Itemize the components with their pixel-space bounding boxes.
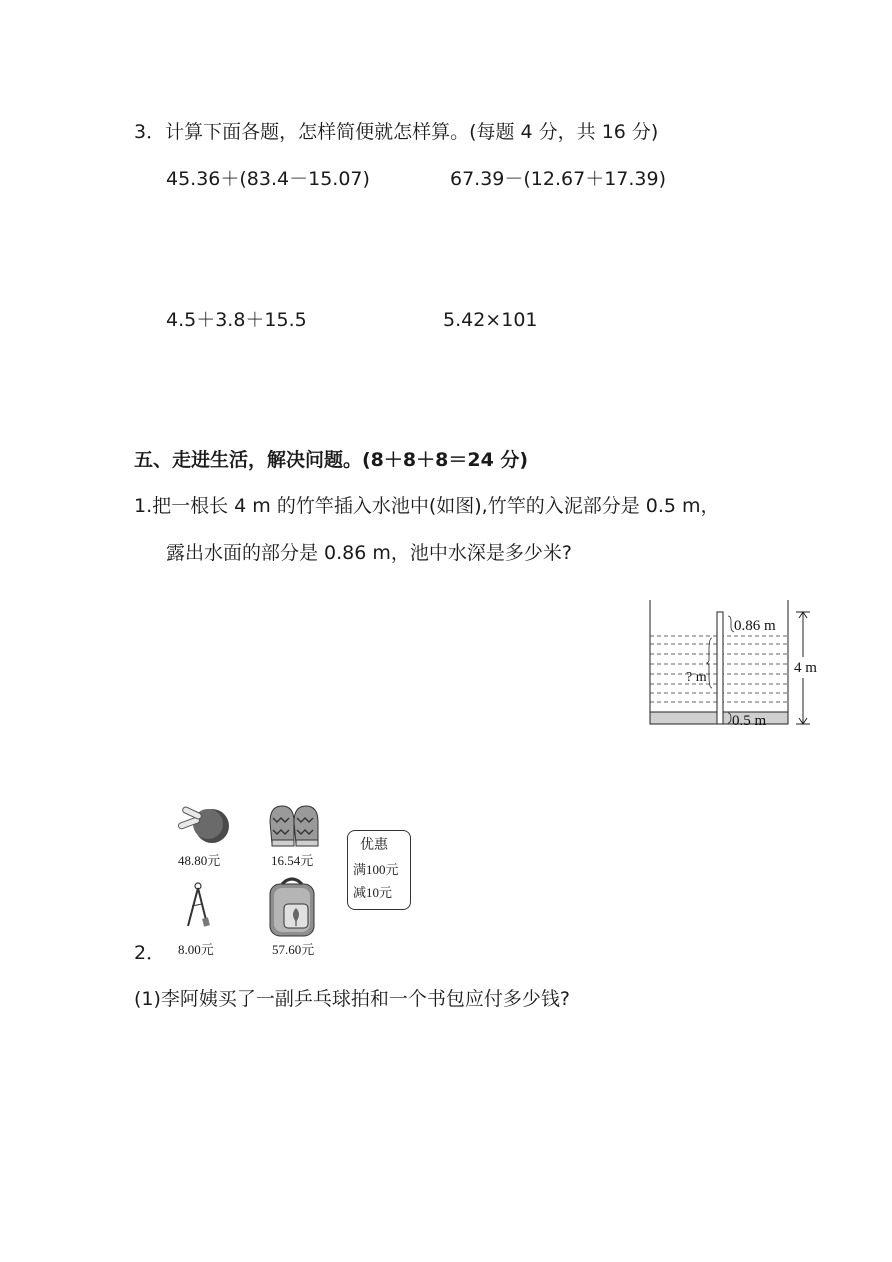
problem-1-line-2: 露出水面的部分是 0.86 m，池中水深是多少米? <box>166 542 572 564</box>
price-backpack: 57.60元 <box>272 942 315 957</box>
expression-1: 45.36＋(83.4－15.07) <box>166 168 370 190</box>
question-3-title: 3．计算下面各题，怎样简便就怎样算。(每题 4 分，共 16 分) <box>134 121 659 143</box>
problem-1-line-1: 1.把一根长 4 m 的竹竿插入水池中(如图),竹竿的入泥部分是 0.5 m， <box>134 495 720 517</box>
gloves-icon <box>264 802 324 852</box>
problem-2-number: 2． <box>134 942 166 964</box>
pool-diagram <box>640 596 830 731</box>
section-5-heading: 五、走进生活，解决问题。(8＋8＋8＝24 分) <box>134 449 529 471</box>
label-mud-depth: 0.5 m <box>732 713 767 729</box>
expression-2: 67.39－(12.67＋17.39) <box>450 168 667 190</box>
label-total-length: 4 m <box>794 660 817 676</box>
expression-4: 5.42×101 <box>443 309 538 331</box>
label-above-water: 0.86 m <box>734 618 776 634</box>
compass-icon <box>180 880 216 934</box>
backpack-icon <box>260 874 324 940</box>
problem-2-sub-1: (1)李阿姨买了一副乒乓球拍和一个书包应付多少钱? <box>134 988 570 1010</box>
ping-pong-paddle-icon <box>174 802 234 852</box>
discount-line-1: 满100元 <box>353 862 399 877</box>
price-gloves: 16.54元 <box>271 853 314 868</box>
discount-box <box>347 830 411 910</box>
discount-title: 优惠 <box>360 838 388 853</box>
price-compass: 8.00元 <box>178 942 214 957</box>
discount-line-2: 减10元 <box>353 885 393 900</box>
label-water-depth: ? m <box>686 670 707 685</box>
expression-3: 4.5＋3.8＋15.5 <box>166 309 307 331</box>
price-paddle: 48.80元 <box>178 853 221 868</box>
